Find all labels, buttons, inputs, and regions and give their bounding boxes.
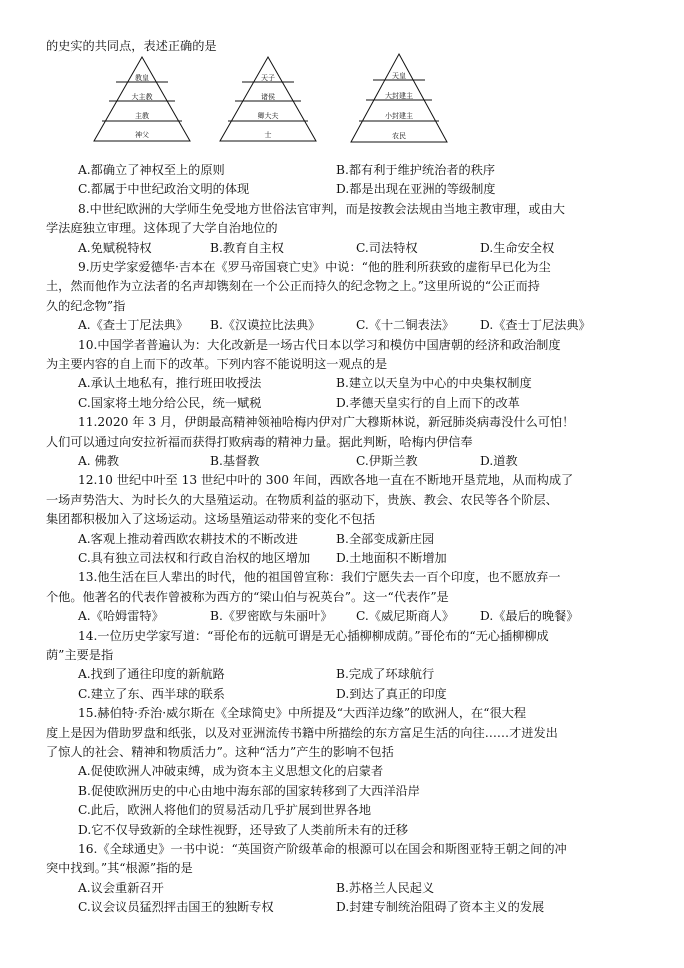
option-9-0-b: B.苏格兰人民起义 bbox=[336, 881, 435, 895]
question-stem-4-1: 人们可以通过向安拉祈福而获得打败病毒的精神力量。据此判断，哈梅内伊信奉 bbox=[46, 435, 473, 449]
question-stem-5-1: 一场声势浩大、为时长久的大垦殖运动。在物质利益的驱动下，贵族、教会、农民等各个阶层、 bbox=[46, 493, 558, 507]
option-9-0-a: A.议会重新召开 bbox=[78, 881, 164, 895]
pyramid-1-level-3: 主教 bbox=[135, 112, 149, 120]
pyramid-3-level-2: 大封建主 bbox=[385, 92, 413, 100]
question-stem-6-1: 个他。他著名的代表作曾被称为西方的“梁山伯与祝英台”。这一“代表作”是 bbox=[46, 590, 449, 604]
option-6-2: C.《威尼斯商人》 bbox=[356, 609, 455, 623]
question-stem-5-2: 集团都积极加入了这场运动。这场垦殖运动带来的变化不包括 bbox=[46, 512, 376, 526]
option-8-1: B.促使欧洲历史的中心由地中海东部的国家转移到了大西洋沿岸 bbox=[78, 784, 420, 798]
option-5-1-b: D.土地面积不断增加 bbox=[336, 551, 447, 565]
question-stem-6-0: 13.他生活在巨人辈出的时代，他的祖国曾宣称：我们宁愿失去一百个印度，也不愿放弃一 bbox=[78, 570, 561, 584]
pyramid-1-level-1: 教皇 bbox=[135, 74, 149, 82]
pyramid-1-level-2: 大主教 bbox=[131, 93, 153, 101]
option-1-2: C.司法特权 bbox=[356, 241, 418, 255]
pyramid-2-level-3: 卿大夫 bbox=[257, 112, 279, 120]
pyramid-2-level-2: 诸侯 bbox=[261, 93, 275, 101]
option-0-1-b: D.都是出现在亚洲的等级制度 bbox=[336, 182, 496, 196]
question-stem-8-0: 15.赫伯特·乔治·威尔斯在《全球简史》中所提及“大西洋边缘”的欧洲人，在“很大程 bbox=[78, 706, 527, 720]
question-stem-2-2: 久的纪念物”指 bbox=[46, 299, 126, 313]
option-0-1-a: C.都属于中世纪政治文明的体现 bbox=[78, 182, 250, 196]
option-9-1-b: D.封建专制统治阻碍了资本主义的发展 bbox=[336, 900, 545, 914]
option-5-0-b: B.全部变成新庄园 bbox=[336, 532, 435, 546]
pyramid-2-level-1: 天子 bbox=[261, 74, 275, 82]
option-3-1-b: D.孝德天皇实行的自上而下的改革 bbox=[336, 396, 520, 410]
option-2-1: B.《汉谟拉比法典》 bbox=[210, 318, 321, 332]
pyramid-1-level-4: 神父 bbox=[135, 131, 149, 139]
question-stem-8-1: 度上是因为借助罗盘和纸张，以及对亚洲流传书籍中所描绘的东方富足生活的向往……才迸发出 bbox=[46, 726, 558, 740]
question-stem-8-2: 了惊人的社会、精神和物质活力”。这种“活力”产生的影响不包括 bbox=[46, 745, 394, 759]
hierarchy-pyramid-2 bbox=[218, 55, 318, 143]
pyramid-3-level-1: 天皇 bbox=[392, 72, 406, 80]
option-1-1: B.教育自主权 bbox=[210, 241, 284, 255]
option-6-0: A.《哈姆雷特》 bbox=[78, 609, 164, 623]
question-stem-9-1: 突中找到。”其“根源”指的是 bbox=[46, 861, 193, 875]
option-7-0-b: B.完成了环球航行 bbox=[336, 667, 435, 681]
intro-line: 的史实的共同点，表述正确的是 bbox=[46, 39, 217, 53]
option-5-0-a: A.客观上推动着西欧农耕技术的不断改进 bbox=[78, 532, 298, 546]
option-4-0: A. 佛教 bbox=[78, 454, 119, 468]
pyramid-2-level-4: 士 bbox=[264, 131, 272, 139]
question-stem-5-0: 12.10 世纪中叶至 13 世纪中叶的 300 年间，西欧各地一直在不断地开垦荒地，从而构成了 bbox=[78, 473, 574, 487]
question-stem-2-0: 9.历史学家爱德华·吉本在《罗马帝国衰亡史》中说：“他的胜利所获致的虚衔早已化为尘 bbox=[78, 260, 551, 274]
option-4-2: C.伊斯兰教 bbox=[356, 454, 418, 468]
option-8-0: A.促使欧洲人冲破束缚，成为资本主义思想文化的启蒙者 bbox=[78, 764, 384, 778]
pyramid-3-level-3: 小封建主 bbox=[385, 112, 413, 120]
option-6-3: D.《最后的晚餐》 bbox=[480, 609, 579, 623]
option-7-1-a: C.建立了东、西半球的联系 bbox=[78, 687, 225, 701]
question-stem-2-1: 土，然而他作为立法者的名声却镌刻在一个公正而持久的纪念物之上。”这里所说的“公正而持 bbox=[46, 279, 540, 293]
option-2-3: D.《查士丁尼法典》 bbox=[480, 318, 591, 332]
question-stem-1-1: 学法庭独立审理。这体现了大学自治地位的 bbox=[46, 221, 278, 235]
question-stem-3-0: 10.中国学者普遍认为：大化改新是一场古代日本以学习和模仿中国唐朝的经济和政治制度 bbox=[78, 338, 561, 352]
pyramid-3-level-4: 农民 bbox=[392, 132, 406, 140]
hierarchy-pyramid-1 bbox=[92, 55, 192, 143]
question-stem-3-1: 为主要内容的自上而下的改革。下列内容不能说明这一观点的是 bbox=[46, 357, 388, 371]
question-stem-7-0: 14.一位历史学家写道：“哥伦布的远航可谓是无心插柳柳成荫。”哥伦布的“无心插柳柳成 bbox=[78, 629, 549, 643]
option-4-3: D.道教 bbox=[480, 454, 518, 468]
option-7-1-b: D.到达了真正的印度 bbox=[336, 687, 447, 701]
option-5-1-a: C.具有独立司法权和行政自治权的地区增加 bbox=[78, 551, 311, 565]
option-3-0-b: B.建立以天皇为中心的中央集权制度 bbox=[336, 376, 532, 390]
question-stem-9-0: 16.《全球通史》一书中说：“英国资产阶级革命的根源可以在国会和斯图亚特王朝之间的冲 bbox=[78, 842, 567, 856]
option-0-0-a: A.都确立了神权至上的原则 bbox=[78, 163, 225, 177]
option-4-1: B.基督教 bbox=[210, 454, 260, 468]
option-8-2: C.此后，欧洲人将他们的贸易活动几乎扩展到世界各地 bbox=[78, 803, 372, 817]
question-stem-7-1: 荫”主要是指 bbox=[46, 648, 114, 662]
option-3-1-a: C.国家将土地分给公民，统一赋税 bbox=[78, 396, 262, 410]
option-8-3: D.它不仅导致新的全球性视野，还导致了人类前所未有的迁移 bbox=[78, 823, 409, 837]
hierarchy-pyramid-3 bbox=[349, 52, 449, 144]
question-stem-4-0: 11.2020 年 3 月，伊朗最高精神领袖哈梅内伊对广大穆斯林说，新冠肺炎病毒没什么可怕！ bbox=[78, 415, 575, 429]
option-3-0-a: A.承认土地私有，推行班田收授法 bbox=[78, 376, 262, 390]
option-2-0: A.《查士丁尼法典》 bbox=[78, 318, 189, 332]
option-6-1: B.《罗密欧与朱丽叶》 bbox=[210, 609, 333, 623]
option-7-0-a: A.找到了通往印度的新航路 bbox=[78, 667, 225, 681]
question-stem-1-0: 8.中世纪欧洲的大学师生免受地方世俗法官审判，而是按教会法规由当地主教审理，或由大 bbox=[78, 202, 565, 216]
option-1-0: A.免赋税特权 bbox=[78, 241, 152, 255]
option-0-0-b: B.都有利于维护统治者的秩序 bbox=[336, 163, 496, 177]
option-2-2: C.《十二铜表法》 bbox=[356, 318, 455, 332]
option-1-3: D.生命安全权 bbox=[480, 241, 555, 255]
option-9-1-a: C.议会议员猛烈抨击国王的独断专权 bbox=[78, 900, 274, 914]
